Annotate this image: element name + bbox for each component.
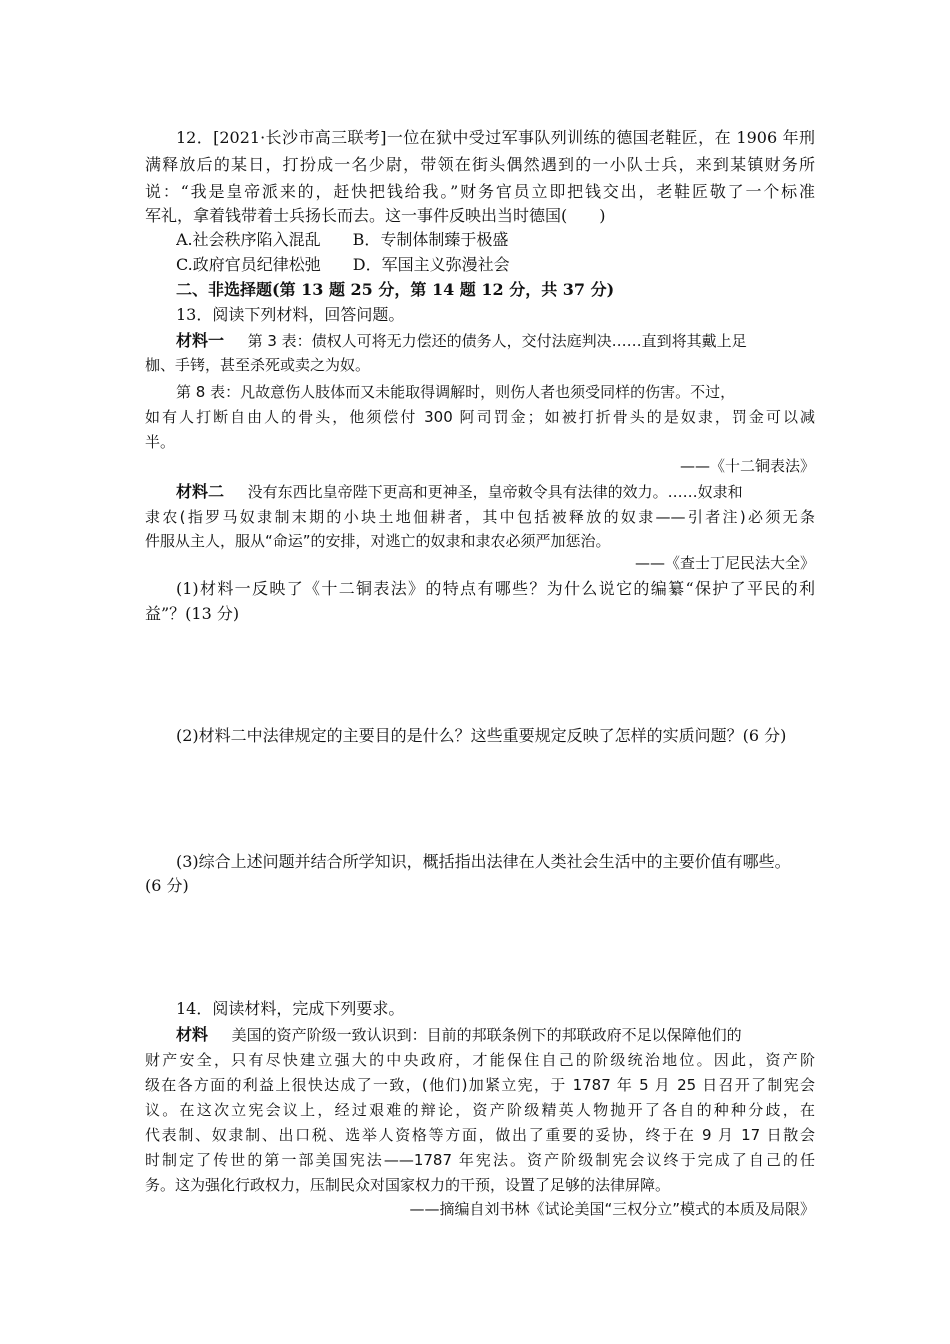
q12-line-3: 说：“我是皇帝派来的，赶快把钱给我。”财务官员立即把钱交出，老鞋匠敬了一个标准 <box>145 182 815 201</box>
q12-options-row-1: A.社会秩序陷入混乱 B．专制体制臻于极盛 <box>176 230 509 249</box>
q12-line-1: 12．[2021·长沙市高三联考]一位在狱中受过军事队列训练的德国老鞋匠，在 1906 年刑 <box>176 128 815 147</box>
q13-sub3-line-1: (3)综合上述问题并结合所学知识，概括指出法律在人类社会生活中的主要价值有哪些。 <box>176 852 791 871</box>
q13-sub1-line-1: (1)材料一反映了《十二铜表法》的特点有哪些？为什么说它的编纂“保护了平民的利 <box>176 579 815 598</box>
q14-material-text-1: 美国的资产阶级一致认识到：目前的邦联条例下的邦联政府不足以保障他们的 <box>231 1026 742 1044</box>
q13-material2-text-1: 没有东西比皇帝陛下更高和更神圣，皇帝敕令具有法律的效力。……奴隶和 <box>247 483 743 501</box>
q13-intro: 13．阅读下列材料，回答问题。 <box>176 305 405 324</box>
q14-material-line-3: 级在各方面的利益上很快达成了一致，(他们)加紧立宪，于 1787 年 5 月 25 日召开了制宪会 <box>145 1076 815 1094</box>
q14-intro: 14．阅读材料，完成下列要求。 <box>176 999 405 1018</box>
q13-sub1-line-2: 益”？(13 分) <box>145 604 240 623</box>
q14-material-line-1 <box>176 1023 815 1047</box>
q13-material1-text-1: 第 3 表：债权人可将无力偿还的债务人，交付法庭判决……直到将其戴上足 <box>247 332 747 350</box>
q13-sub2: (2)材料二中法律规定的主要目的是什么？这些重要规定反映了怎样的实质问题？(6 分) <box>176 726 787 745</box>
q12-line-4: 军礼，拿着钱带着士兵扬长而去。这一事件反映出当时德国( ) <box>145 206 606 225</box>
q14-material-line-2: 财产安全，只有尽快建立强大的中央政府，才能保住自己的阶级统治地位。因此，资产阶 <box>145 1051 815 1069</box>
q14-material-line-7: 务。这为强化行政权力，压制民众对国家权力的干预，设置了足够的法律屏障。 <box>145 1176 671 1194</box>
q13-material2-source: ——《查士丁尼民法大全》 <box>634 554 815 572</box>
q13-material1-source: ——《十二铜表法》 <box>679 457 815 475</box>
q13-material2-line-3: 件服从主人，服从“命运”的安排，对逃亡的奴隶和隶农必须严加惩治。 <box>145 532 611 550</box>
q13-material2-label: 材料二 <box>176 482 225 501</box>
q14-material-line-6: 时制定了传世的第一部美国宪法——1787 年宪法。资产阶级制宪会议终于完成了自己的任 <box>145 1151 815 1169</box>
q13-material1b-line-2: 如有人打断自由人的骨头，他须偿付 300 阿司罚金；如被打折骨头的是奴隶，罚金可以减 <box>145 408 815 426</box>
q14-material-line-4: 议。在这次立宪会议上，经过艰难的辩论，资产阶级精英人物抛开了各自的种种分歧，在 <box>145 1101 815 1119</box>
section2-title: 二、非选择题(第 13 题 25 分，第 14 题 12 分，共 37 分) <box>176 280 615 299</box>
q12-options-row-2: C.政府官员纪律松弛 D．军国主义弥漫社会 <box>176 255 510 274</box>
q13-sub3-line-2: (6 分) <box>145 876 189 895</box>
q13-material2-line-1 <box>176 480 815 504</box>
q14-material-label: 材料 <box>176 1025 209 1044</box>
q13-material1-label: 材料一 <box>176 331 225 350</box>
q13-material1-line-1 <box>176 329 815 353</box>
q13-material1b-line-3: 半。 <box>145 433 176 451</box>
q14-material-line-5: 代表制、奴隶制、出口税、选举人资格等方面，做出了重要的妥协，终于在 9 月 17 日散会 <box>145 1126 815 1144</box>
q13-material1b-line-1: 第 8 表：凡故意伤人肢体而又未能取得调解时，则伤人者也须受同样的伤害。不过， <box>176 383 736 401</box>
q14-material-source: ——摘编自刘书林《试论美国“三权分立”模式的本质及局限》 <box>409 1200 815 1218</box>
q13-material2-line-2: 隶农(指罗马奴隶制末期的小块土地佃耕者，其中包括被释放的奴隶——引者注)必须无条 <box>145 508 815 526</box>
q12-line-2: 满释放后的某日，打扮成一名少尉，带领在街头偶然遇到的一小队士兵，来到某镇财务所 <box>145 155 815 174</box>
q13-material1-line-2: 枷、手铐，甚至杀死或卖之为奴。 <box>145 356 371 374</box>
